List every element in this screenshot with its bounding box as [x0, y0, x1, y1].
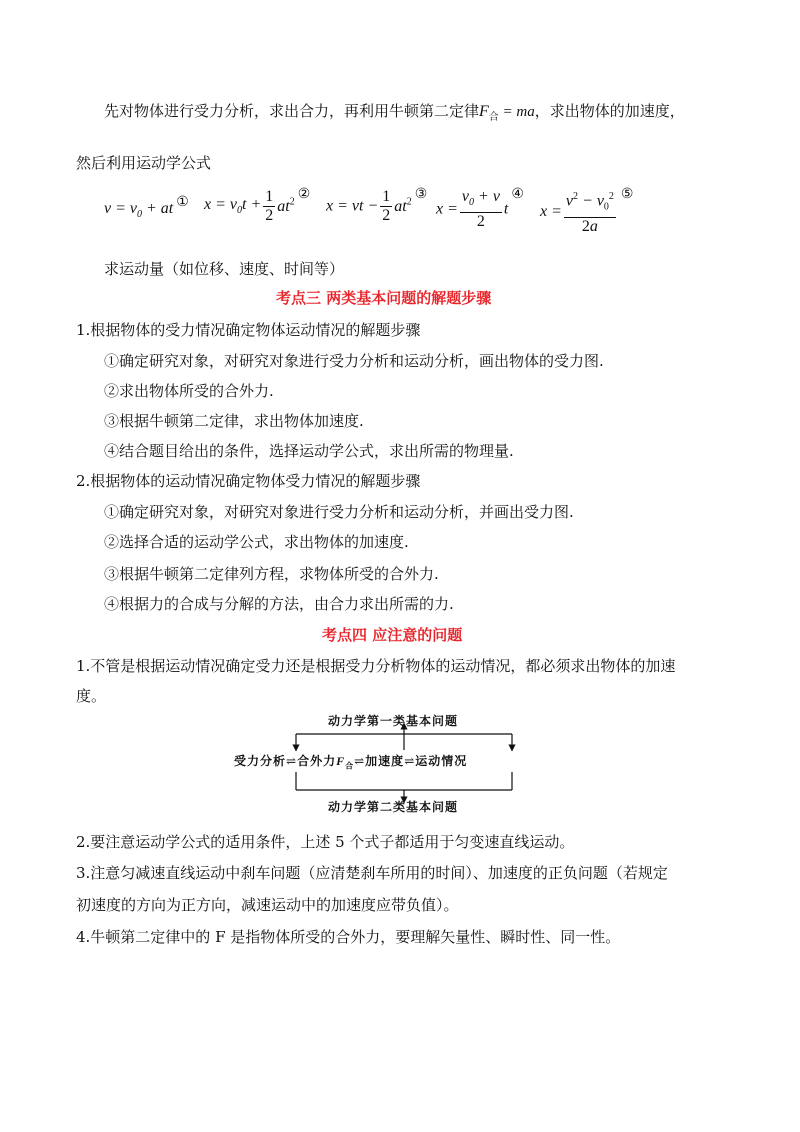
diagram-node-force-analysis: 受力分析 — [234, 754, 287, 768]
diagram-double-arrow-3: ⇌ — [404, 754, 416, 768]
section3-p1-step-4: ④结合题目给出的条件，选择运动学公式，求出所需的物理量. — [104, 442, 514, 460]
diagram-double-arrow-2: ⇌ — [354, 754, 366, 768]
section4-item4: 4.牛顿第二定律中的 F 是指物体所受的合外力，要理解矢量性、瞬时性、同一性。 — [76, 928, 621, 946]
section3-p2-step-1: ①确定研究对象，对研究对象进行受力分析和运动分析，并画出受力图. — [104, 503, 574, 521]
formula-label-2: ② — [297, 187, 311, 202]
section3-title: 考点三 两类基本问题的解题步骤 — [276, 289, 492, 307]
intro-line-1 — [104, 100, 685, 123]
section3-p1-step-2: ②求出物体所受的合外力. — [104, 382, 274, 400]
section3-p1-heading: 1.根据物体的受力情况确定物体运动情况的解题步骤 — [76, 321, 421, 339]
section3-p1-step-3: ③根据牛顿第二定律，求出物体加速度. — [104, 412, 364, 430]
section3-p2-step-2: ②选择合适的运动学公式，求出物体的加速度. — [104, 533, 409, 551]
diagram-double-arrow-1: ⇌ — [286, 754, 298, 768]
section3-p2-heading: 2.根据物体的运动情况确定物体受力情况的解题步骤 — [76, 472, 421, 490]
intro-line-1-pre: 先对物体进行受力分析，求出合力，再利用牛顿第二定律 — [104, 102, 480, 120]
formula-label-4: ④ — [511, 187, 524, 202]
formula-5: x = $\frac{v^2 - v_0^2}{2a}$ ⑤ — [540, 187, 634, 235]
diagram-bottom-label: 动力学第二类基本问题 — [328, 800, 459, 814]
diagram-row — [234, 752, 467, 771]
diagram-node-acceleration: 加速度 — [365, 754, 405, 768]
section3-p1-step-1: ①确定研究对象，对研究对象进行受力分析和运动分析，画出物体的受力图. — [104, 352, 604, 370]
section4-item3-line1: 3.注意匀减速直线运动中刹车问题（应清楚刹车所用的时间）、加速度的正负问题（若规定 — [76, 864, 668, 882]
section4-item3-line2: 初速度的方向为正方向，减速运动中的加速度应带负值）。 — [76, 896, 459, 914]
section4-item1-line2: 度。 — [76, 687, 107, 705]
diagram-node-net-force: 合外力 — [297, 754, 337, 768]
section4-title: 考点四 应注意的问题 — [322, 626, 463, 644]
section4-item1-line1: 1.不管是根据运动情况确定受力还是根据受力分析物体的运动情况，都必须求出物体的加速 — [76, 657, 676, 675]
newton-second-law-formula: $F_合$ = ma — [479, 103, 535, 123]
formula-4: x = $\frac{v_0 + v}{2}$ t④ — [436, 187, 524, 231]
section3-p2-step-4: ④根据力的合成与分解的方法，由合力求出所需的力. — [104, 595, 454, 613]
dynamics-diagram — [234, 712, 520, 816]
formula-label-3: ③ — [414, 187, 428, 202]
section4-item2: 2.要注意运动学公式的适用条件，上述 5 个式子都适用于匀变速直线运动。 — [76, 833, 575, 851]
diagram-top-label: 动力学第一类基本问题 — [328, 714, 459, 728]
intro-line-3: 求运动量（如位移、速度、时间等） — [104, 260, 345, 278]
intro-line-2: 然后利用运动学公式 — [76, 154, 212, 172]
section3-p2-step-3: ③根据牛顿第二定律列方程，求物体所受的合外力. — [104, 565, 439, 583]
formula-1: $v = v_0$ + at ① — [104, 195, 189, 221]
formula-label-1: ① — [176, 195, 189, 210]
formula-2: $x = v_0t$ + $\frac{1}{2}$ $at^2②$ — [204, 187, 311, 224]
formula-3: x = vt − $\frac{1}{2}$ $at^2③$ — [326, 187, 428, 224]
formula-label-5: ⑤ — [620, 187, 634, 202]
diagram-net-force-symbol: $F_合$ — [336, 754, 355, 771]
diagram-node-motion: 运动情况 — [415, 754, 468, 768]
intro-line-1-post: ，求出物体的加速度， — [534, 102, 685, 120]
